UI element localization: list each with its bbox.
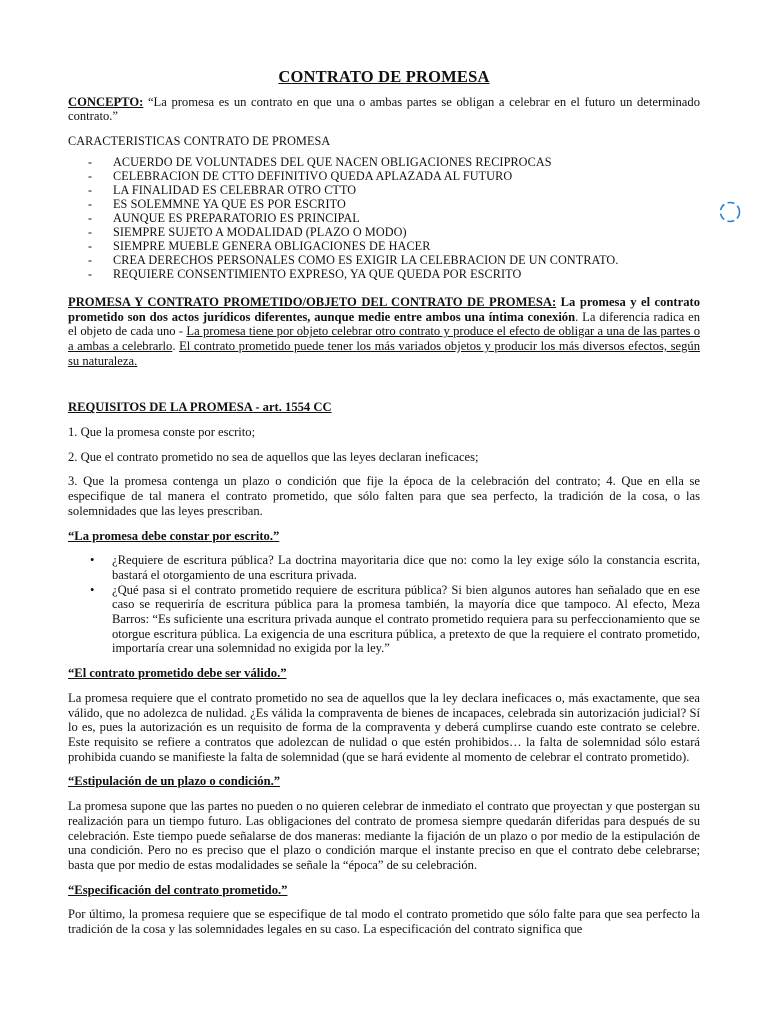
caracteristicas-heading: CARACTERISTICAS CONTRATO DE PROMESA: [68, 134, 331, 149]
list-item-text: CREA DERECHOS PERSONALES COMO ES EXIGIR LA CELEBRACION DE UN CONTRATO.: [113, 252, 619, 267]
list-item-text: CELEBRACION DE CTTO DEFINITIVO QUEDA APLAZADA AL FUTURO: [113, 168, 513, 183]
list-item: - SIEMPRE SUJETO A MODALIDAD (PLAZO O MODO): [88, 224, 407, 239]
plazo-paragraph: La promesa supone que las partes no pueden o no quieren celebrar de inmediato el contrato que proyectan y que postergan su realización para un tiempo futuro. Las obligaciones del contrato de promesa siempre quedarán diferidas para después de su celebración. Este tiempo puede señalarse de dos maneras: mediante la fijación de un plazo o por medio de la estipulación de una condición. Pero no es preciso que el plazo o condición marque el instante preciso en que el contrato debe celebrarse; basta que por medio de estas modalidades se señale la “época” de su celebración.: [68, 799, 700, 872]
list-item-text: ¿Requiere de escritura pública? La doctrina mayoritaria dice que no: como la ley exige sólo la constancia escrita, bastará el otorgamiento de una escritura privada.: [112, 553, 700, 582]
list-item-text: SIEMPRE MUEBLE GENERA OBLIGACIONES DE HACER: [113, 238, 431, 253]
list-item-text: AUNQUE ES PREPARATORIO ES PRINCIPAL: [113, 210, 360, 225]
requisitos-heading: REQUISITOS DE LA PROMESA - art. 1554 CC: [68, 400, 332, 415]
list-item: - ES SOLEMMNE YA QUE ES POR ESCRITO: [88, 196, 346, 211]
list-item: [90, 553, 700, 582]
list-item: - REQUIERE CONSENTIMIENTO EXPRESO, YA QUE QUEDA POR ESCRITO: [88, 266, 522, 281]
requisito-2: 2. Que el contrato prometido no sea de aquellos que las leyes declaran ineficaces;: [68, 449, 479, 464]
caracteristicas-list: [68, 155, 700, 281]
valido-heading: “El contrato prometido debe ser válido.”: [68, 666, 287, 681]
list-item: - AUNQUE ES PREPARATORIO ES PRINCIPAL: [88, 210, 360, 225]
bullet-icon: •: [90, 582, 95, 597]
objeto-underlined-1: La promesa tiene por objeto celebrar otro contrato y produce el efecto de obligar a una de las partes o a ambas a celebrarlo: [68, 324, 700, 353]
list-item: - LA FINALIDAD ES CELEBRAR OTRO CTTO: [88, 182, 357, 197]
objeto-underlined-2: El contrato prometido puede tener los más variados objetos y producir los más diversos efectos, según su naturaleza.: [68, 338, 701, 368]
list-item-text: LA FINALIDAD ES CELEBRAR OTRO CTTO: [113, 182, 357, 197]
requisito-3: 3. Que la promesa contenga un plazo o condición que fije la época de la celebración del contrato; 4. Que en ella se especifique de tal manera el contrato prometido, que sólo falten para que sea perfecto, la tradición de la cosa, o las solemnidades que las leyes prescriban.: [68, 474, 700, 518]
objeto-label: PROMESA Y CONTRATO PROMETIDO/OBJETO DEL CONTRATO DE PROMESA:: [68, 294, 557, 309]
page-title: CONTRATO DE PROMESA: [278, 67, 490, 86]
list-item: - CREA DERECHOS PERSONALES COMO ES EXIGIR LA CELEBRACION DE UN CONTRATO.: [88, 252, 619, 267]
concepto-text: “La promesa es un contrato en que una o ambas partes se obligan a celebrar en el futuro un determinado contrato.”: [68, 94, 700, 124]
concepto-paragraph: [68, 95, 700, 124]
bullet-icon: •: [90, 553, 95, 568]
valido-paragraph: La promesa requiere que el contrato prometido no sea de aquellos que la ley declara ineficaces o, más exactamente, que sea válido, que no adolezca de nulidad. ¿Es válida la compraventa de bienes de incapaces, celebrada sin autorización judicial? Sí lo es, pues la autorización es un requisito de forma de la compraventa y deberá cumplirse cuando este contrato se celebre. Este requisito se refiere a contratos que adolezcan de nulidad o que estén prohibidos… la falta de solemnidad sólo estará prohibida cuando se manifieste la falta de solemnidad (que se hará evidente al momento de celebrar el contrato prometido).: [68, 690, 700, 764]
list-item-text: REQUIERE CONSENTIMIENTO EXPRESO, YA QUE QUEDA POR ESCRITO: [113, 266, 522, 281]
dashed-circle-icon[interactable]: [718, 200, 742, 224]
especificacion-heading: “Especificación del contrato prometido.”: [68, 882, 288, 897]
escrito-list: [68, 553, 700, 656]
plazo-heading: “Estipulación de un plazo o condición.”: [68, 774, 281, 789]
list-item-text: SIEMPRE SUJETO A MODALIDAD (PLAZO O MODO): [113, 224, 407, 239]
list-item: - SIEMPRE MUEBLE GENERA OBLIGACIONES DE HACER: [88, 238, 431, 253]
concepto-label: CONCEPTO:: [68, 94, 144, 109]
list-item: - ACUERDO DE VOLUNTADES DEL QUE NACEN OBLIGACIONES RECIPROCAS: [88, 154, 552, 169]
document-body: [68, 67, 701, 947]
objeto-bold-text: La promesa y el contrato prometido son dos actos jurídicos diferentes, aunque medie entre ambos una íntima conexión: [68, 294, 700, 324]
requisito-1: 1. Que la promesa conste por escrito;: [68, 425, 256, 440]
objeto-plain-text: . La diferencia radica en el objeto de cada uno -: [68, 309, 700, 339]
especificacion-paragraph: Por último, la promesa requiere que se especifique de tal modo el contrato prometido que sólo falte para que sea perfecto la tradición de la cosa y las solemnidades legales en su caso. La especificación del contrato significa que: [68, 907, 700, 937]
list-item: - CELEBRACION DE CTTO DEFINITIVO QUEDA APLAZADA AL FUTURO: [88, 168, 513, 183]
escrito-heading: “La promesa debe constar por escrito.”: [68, 528, 280, 543]
objeto-separator: .: [172, 338, 180, 353]
list-item-text: ES SOLEMMNE YA QUE ES POR ESCRITO: [113, 196, 346, 211]
list-item-text: ¿Qué pasa si el contrato prometido requiere de escritura pública? Si bien algunos autores han señalado que en ese caso se requeriría de escritura pública para la promesa también, la mayoría dice que tampoco. Al efecto, Meza Barros: “Es suficiente una escritura privada aunque el contrato prometido requiera para su perfeccionamiento que se otorgue escritura pública. La exigencia de una escritura pública, a pretexto de que la requiere el contrato prometido, importaría crear una solemnidad no exigida por la ley.”: [112, 582, 700, 656]
objeto-paragraph: [68, 295, 700, 369]
list-item-text: ACUERDO DE VOLUNTADES DEL QUE NACEN OBLIGACIONES RECIPROCAS: [113, 154, 552, 169]
list-item: [90, 583, 700, 657]
